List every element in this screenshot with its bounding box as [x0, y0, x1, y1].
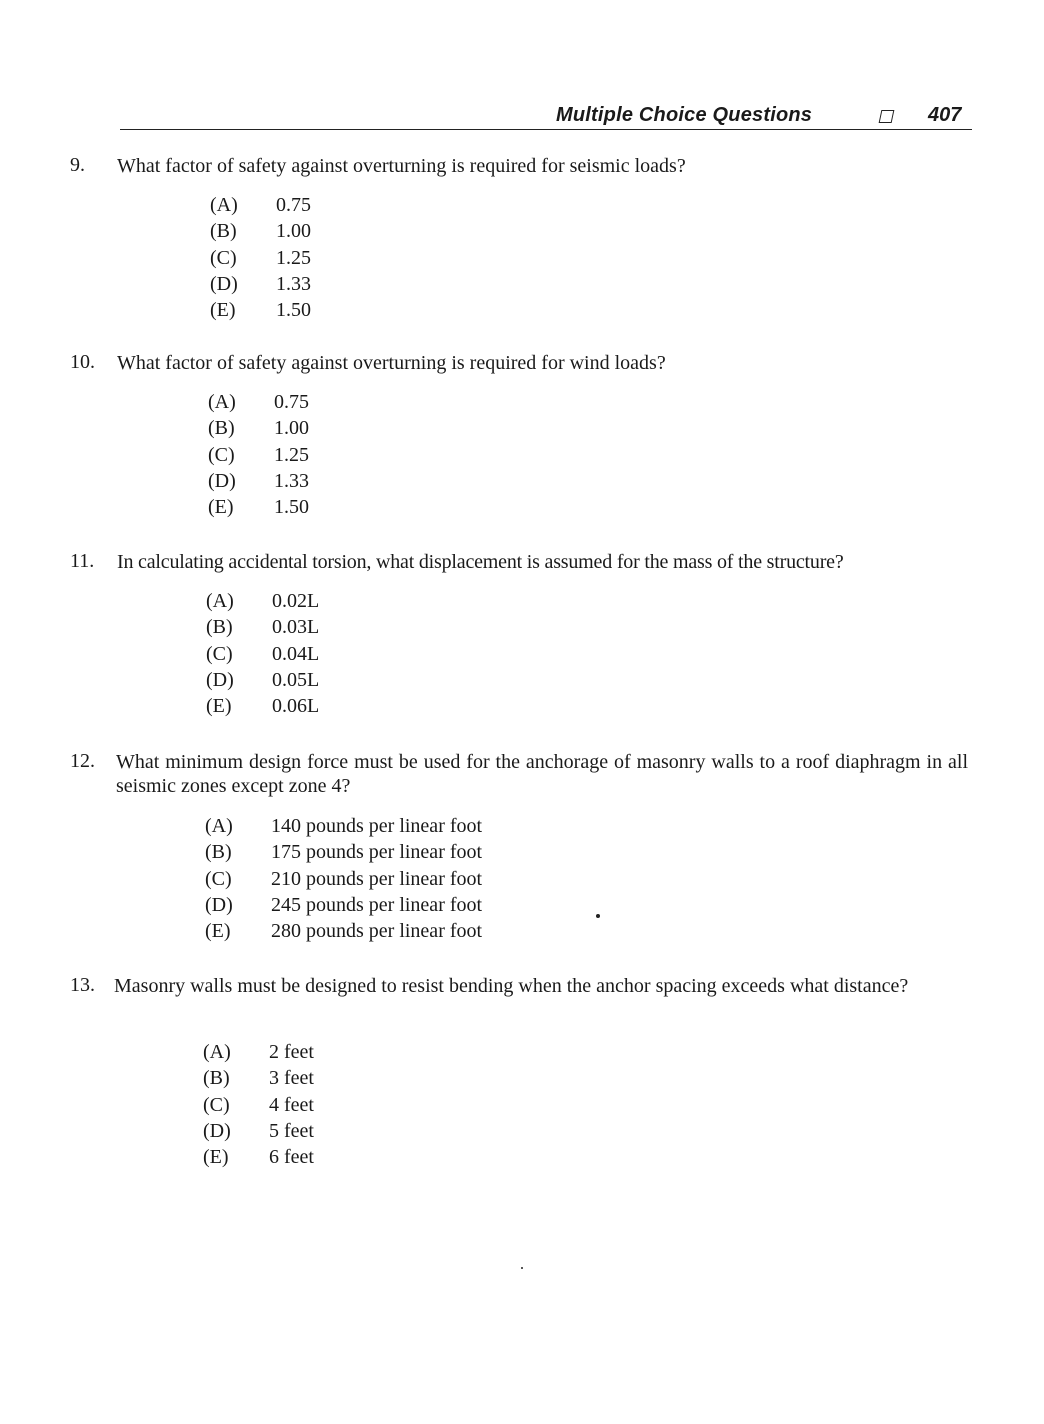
question-number: 10.	[70, 351, 95, 373]
choice-letter: (C)	[203, 1093, 230, 1116]
choice-value: 1.25	[276, 246, 311, 269]
choice-letter: (C)	[205, 867, 232, 890]
answer-choice	[208, 415, 309, 441]
answer-choice	[203, 1118, 314, 1144]
question-text: In calculating accidental torsion, what displacement is assumed for the mass of the structure?	[117, 551, 844, 573]
choice-letter: (B)	[205, 841, 232, 864]
choice-value: 6 feet	[269, 1146, 314, 1169]
choice-value: 1.00	[274, 417, 309, 440]
choice-value: 1.00	[276, 220, 311, 243]
choice-value: 1.50	[274, 496, 309, 519]
choice-letter: (D)	[210, 272, 238, 295]
choice-value: 245 pounds per linear foot	[271, 893, 483, 916]
choice-letter: (C)	[210, 246, 237, 269]
answer-choice	[206, 588, 319, 614]
choice-letter: (A)	[208, 391, 236, 413]
choice-value: 175 pounds per linear foot	[271, 841, 483, 864]
choice-letter: (E)	[205, 920, 231, 943]
answer-choice	[205, 839, 482, 865]
answer-choice	[203, 1092, 314, 1118]
choice-letter: (B)	[206, 616, 233, 639]
choice-letter: (B)	[208, 417, 235, 440]
answer-choices	[210, 192, 311, 323]
choice-value: 0.03L	[272, 616, 320, 639]
choice-value: 1.33	[274, 469, 309, 492]
choice-letter: (B)	[210, 220, 237, 243]
answer-choice	[208, 494, 309, 520]
answer-choice	[208, 389, 309, 415]
choice-value: 280 pounds per linear foot	[271, 920, 483, 943]
running-head-title: Multiple Choice Questions	[556, 104, 813, 126]
choice-letter: (C)	[206, 642, 233, 665]
choice-letter: (D)	[205, 893, 233, 916]
header-rule	[120, 129, 972, 130]
page-header	[120, 104, 972, 130]
answer-choice	[210, 245, 311, 271]
choice-value: 3 feet	[269, 1067, 314, 1090]
answer-choice	[205, 813, 482, 839]
choice-value: 4 feet	[269, 1093, 314, 1116]
choice-value: 1.33	[276, 272, 311, 295]
choice-value: 0.06L	[272, 695, 320, 718]
answer-choices	[203, 1039, 314, 1170]
answer-choice	[206, 614, 319, 640]
answer-choice	[203, 1144, 314, 1170]
choice-letter: (E)	[203, 1146, 229, 1169]
choice-value: 210 pounds per linear foot	[271, 867, 483, 890]
choice-value: 140 pounds per linear foot	[271, 815, 483, 837]
question-text: Masonry walls must be designed to resist bending when the anchor spacing exceeds what distance?	[114, 975, 909, 997]
question-text: What factor of safety against overturning is required for wind loads?	[117, 352, 666, 374]
choice-letter: (B)	[203, 1067, 230, 1090]
answer-choice	[210, 192, 311, 218]
choice-value: 0.02L	[272, 590, 320, 612]
choice-value: 1.25	[274, 443, 309, 466]
choice-letter: (E)	[210, 299, 236, 322]
answer-choice	[208, 468, 309, 494]
answer-choices	[205, 813, 482, 944]
choice-value: 5 feet	[269, 1119, 314, 1142]
choice-letter: (A)	[206, 590, 234, 612]
choice-letter: (D)	[203, 1119, 231, 1142]
answer-choices	[206, 588, 319, 719]
choice-letter: (A)	[203, 1041, 231, 1063]
choice-value: 0.04L	[272, 642, 320, 665]
question-text: What minimum design force must be used for the anchorage of masonry walls to a roof diaphragm in all seismic zones except zone 4?	[116, 751, 968, 797]
question-number: 11.	[70, 550, 95, 572]
question-number: 12.	[70, 750, 95, 772]
box-icon	[879, 110, 895, 123]
answer-choice	[210, 218, 311, 244]
answer-choice	[205, 892, 482, 918]
choice-letter: (A)	[210, 194, 238, 216]
answer-choice	[206, 641, 319, 667]
answer-choice	[205, 866, 482, 892]
answer-choice	[210, 271, 311, 297]
answer-choice	[206, 667, 319, 693]
answer-choice	[210, 297, 311, 323]
choice-value: 2 feet	[269, 1041, 314, 1063]
answer-choice	[206, 693, 319, 719]
answer-choice	[203, 1039, 314, 1065]
choice-letter: (D)	[208, 469, 236, 492]
question-text: What factor of safety against overturning is required for seismic loads?	[117, 155, 686, 177]
answer-choice	[208, 442, 309, 468]
choice-letter: (A)	[205, 815, 233, 837]
question-number: 9.	[70, 154, 85, 176]
print-speck	[596, 914, 600, 918]
answer-choice	[203, 1065, 314, 1091]
choice-letter: (E)	[208, 496, 234, 519]
choice-value: 0.05L	[272, 668, 320, 691]
choice-value: 0.75	[276, 194, 311, 216]
question-number: 13.	[70, 974, 95, 996]
choice-value: 1.50	[276, 299, 311, 322]
choice-value: 0.75	[274, 391, 309, 413]
choice-letter: (E)	[206, 695, 232, 718]
answer-choice	[205, 918, 482, 944]
print-speck	[521, 1267, 523, 1269]
page-number: 407	[928, 104, 962, 126]
answer-choices	[208, 389, 309, 520]
choice-letter: (C)	[208, 443, 235, 466]
choice-letter: (D)	[206, 668, 234, 691]
